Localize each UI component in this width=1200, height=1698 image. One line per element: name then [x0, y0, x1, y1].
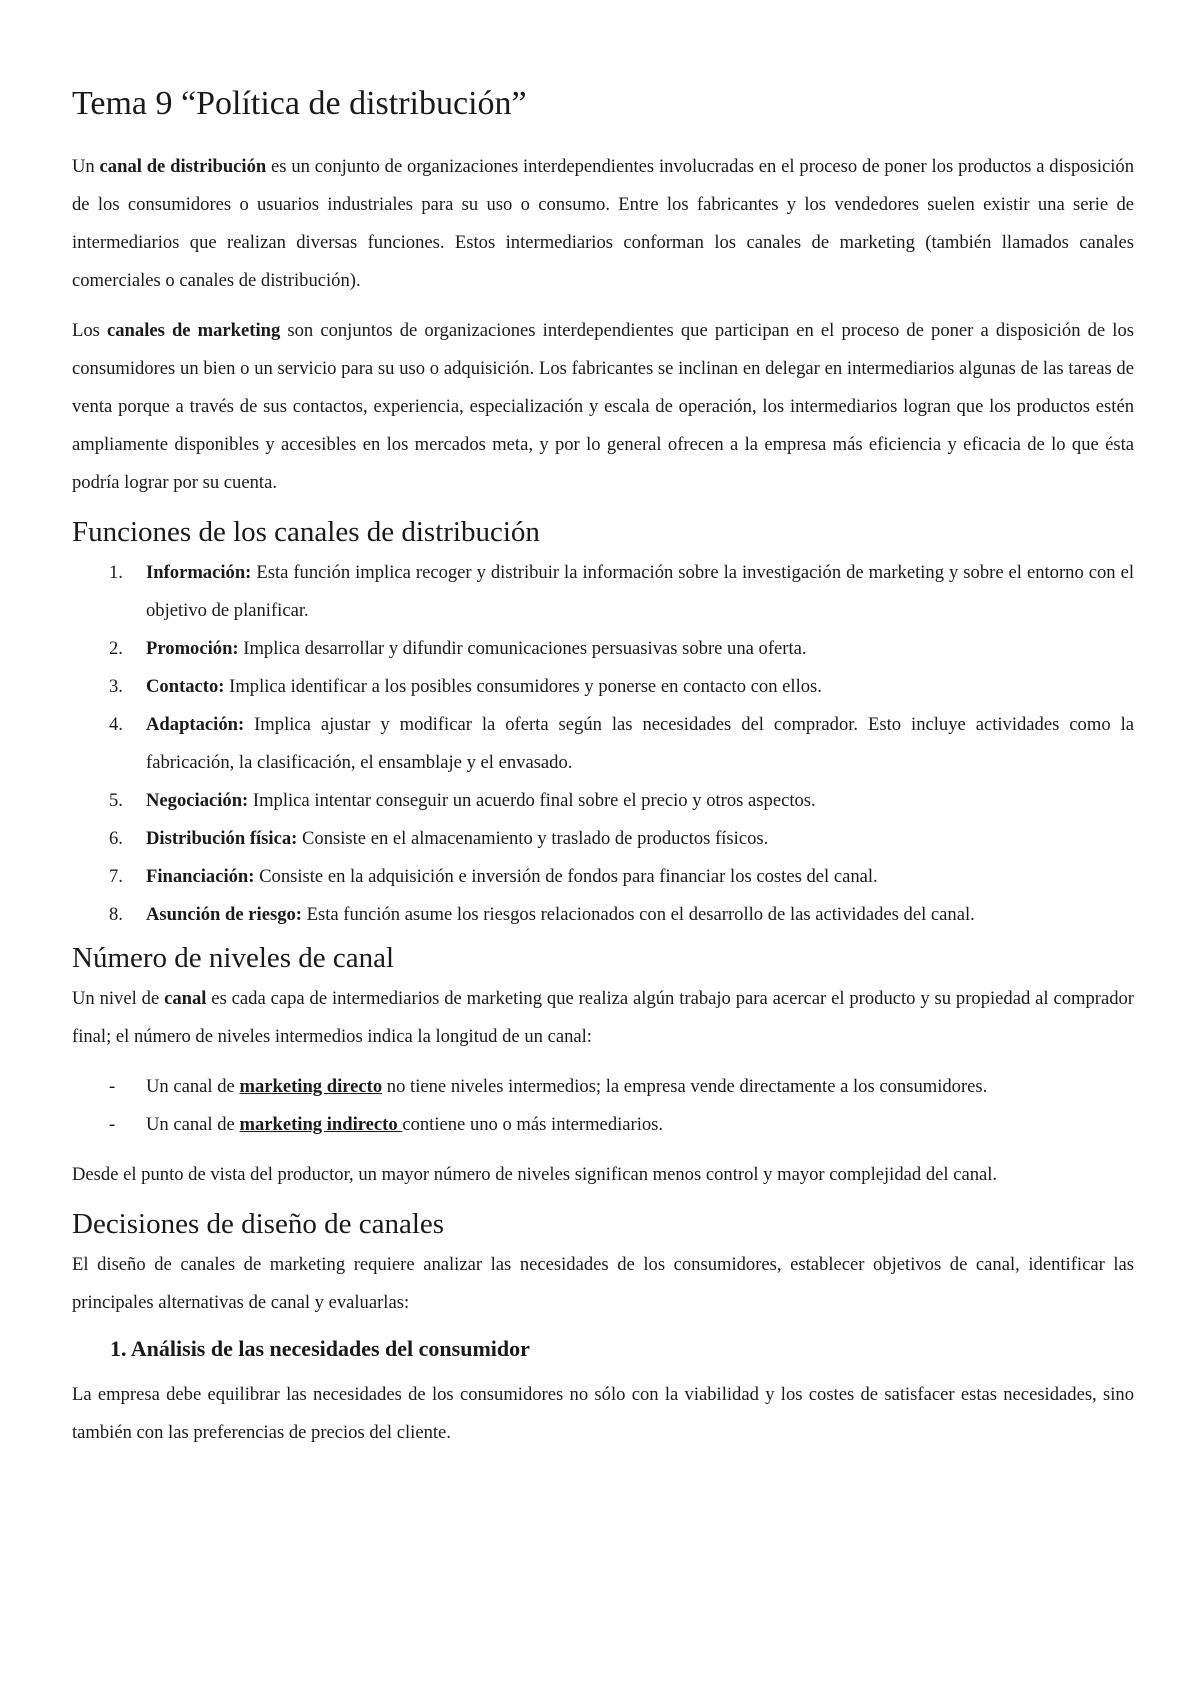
- list-item: [72, 1106, 1134, 1144]
- text-run: Los: [72, 320, 107, 341]
- decisiones-paragraph-1: El diseño de canales de marketing requiere analizar las necesidades de los consumidores, establecer objetivos de canal, identificar las principales alternativas de canal y evaluarlas:: [72, 1254, 1134, 1313]
- item-text: Esta función implica recoger y distribuir la información sobre la investigación de marketing y sobre el entorno con el objetivo de planificar.: [146, 562, 1134, 621]
- list-item: [72, 630, 1134, 668]
- item-text: Implica desarrollar y difundir comunicaciones persuasivas sobre una oferta.: [238, 638, 807, 659]
- underlined-term: marketing indirecto: [239, 1114, 403, 1135]
- text-run: son conjuntos de organizaciones interdependientes que participan en el proceso de poner a disposición de los consumidores un bien o un servicio para su uso o adquisición. Los fabricantes se inclinan en delegar en intermediarios algunas de las tareas de venta porque a través de sus contactos, experiencia, especialización y escala de operación, los intermediarios logran que los productos estén ampliamente disponibles y accesibles en los mercados meta, y por lo general ofrecen a la empresa más eficiencia y eficacia de lo que ésta podría lograr por su cuenta.: [72, 320, 1134, 493]
- item-text: Consiste en la adquisición e inversión de fondos para financiar los costes del canal.: [254, 866, 878, 887]
- item-term: Financiación:: [146, 866, 255, 887]
- text-run: es cada capa de intermediarios de marketing que realiza algún trabajo para acercar el producto y su propiedad al comprador final; el número de niveles intermedios indica la longitud de un canal:: [72, 988, 1134, 1047]
- item-term: Negociación:: [146, 790, 249, 811]
- list-number: 4.: [109, 714, 123, 735]
- document-title: Tema 9 “Política de distribución”: [72, 85, 527, 122]
- text-run: contiene uno o más intermediarios.: [402, 1114, 664, 1135]
- list-number: 3.: [109, 676, 123, 697]
- dash-bullet: -: [109, 1114, 116, 1135]
- list-item: [72, 896, 1134, 934]
- list-number: 1.: [109, 562, 123, 583]
- subsection-heading-analisis: 1. Análisis de las necesidades del consumidor: [110, 1336, 530, 1361]
- item-text: Esta función asume los riesgos relacionados con el desarrollo de las actividades del canal.: [302, 904, 975, 925]
- niveles-paragraph-1: [72, 980, 1134, 1056]
- underlined-term: marketing directo: [239, 1076, 383, 1097]
- text-run: Un canal de: [146, 1114, 240, 1135]
- item-term: Promoción:: [146, 638, 239, 659]
- list-number: 5.: [109, 790, 123, 811]
- niveles-bullet-list: [72, 1068, 1134, 1144]
- section-heading-funciones: Funciones de los canales de distribución: [72, 516, 540, 548]
- list-item: [72, 820, 1134, 858]
- text-run: es un conjunto de organizaciones interdependientes involucradas en el proceso de poner los productos a disposición de los consumidores o usuarios industriales para su uso o consumo. Entre los fabricantes y los vendedores suelen existir una serie de intermediarios que realizan diversas funciones. Estos intermediarios conforman los canales de marketing (también llamados canales comerciales o canales de distribución).: [72, 156, 1134, 291]
- section-heading-niveles: Número de niveles de canal: [72, 942, 395, 974]
- list-number: 2.: [109, 638, 123, 659]
- item-text: Implica intentar conseguir un acuerdo final sobre el precio y otros aspectos.: [248, 790, 816, 811]
- list-item: [72, 554, 1134, 630]
- item-term: Contacto:: [146, 676, 225, 697]
- item-term: Asunción de riesgo:: [146, 904, 302, 925]
- bold-term: canal de distribución: [99, 156, 267, 177]
- item-term: Distribución física:: [146, 828, 298, 849]
- intro-paragraph-1: [72, 148, 1134, 300]
- funciones-list: [72, 554, 1134, 934]
- text-run: no tiene niveles intermedios; la empresa vende directamente a los consumidores.: [382, 1076, 988, 1097]
- text-run: Un canal de: [146, 1076, 240, 1097]
- item-term: Información:: [146, 562, 252, 583]
- bold-term: canal: [164, 988, 207, 1009]
- text-run: Un: [72, 156, 100, 177]
- item-text: Implica ajustar y modificar la oferta según las necesidades del comprador. Esto incluye actividades como la fabricación, la clasificación, el ensamblaje y el envasado.: [146, 714, 1134, 773]
- list-item: [72, 668, 1134, 706]
- section-heading-decisiones: Decisiones de diseño de canales: [72, 1208, 445, 1240]
- list-number: 6.: [109, 828, 123, 849]
- decisiones-paragraph-2: La empresa debe equilibrar las necesidades de los consumidores no sólo con la viabilidad y los costes de satisfacer estas necesidades, sino también con las preferencias de precios del cliente.: [72, 1384, 1134, 1443]
- item-text: Consiste en el almacenamiento y traslado de productos físicos.: [297, 828, 769, 849]
- dash-bullet: -: [109, 1076, 116, 1097]
- list-number: 7.: [109, 866, 123, 887]
- list-item: [72, 1068, 1134, 1106]
- list-item: [72, 706, 1134, 782]
- bold-term: canales de marketing: [107, 320, 281, 341]
- list-number: 8.: [109, 904, 123, 925]
- list-item: [72, 858, 1134, 896]
- text-run: Un nivel de: [72, 988, 165, 1009]
- item-term: Adaptación:: [146, 714, 245, 735]
- list-item: [72, 782, 1134, 820]
- item-text: Implica identificar a los posibles consumidores y ponerse en contacto con ellos.: [224, 676, 822, 697]
- niveles-paragraph-2: Desde el punto de vista del productor, un mayor número de niveles significan menos control y mayor complejidad del canal.: [72, 1164, 998, 1185]
- intro-paragraph-2: [72, 312, 1134, 502]
